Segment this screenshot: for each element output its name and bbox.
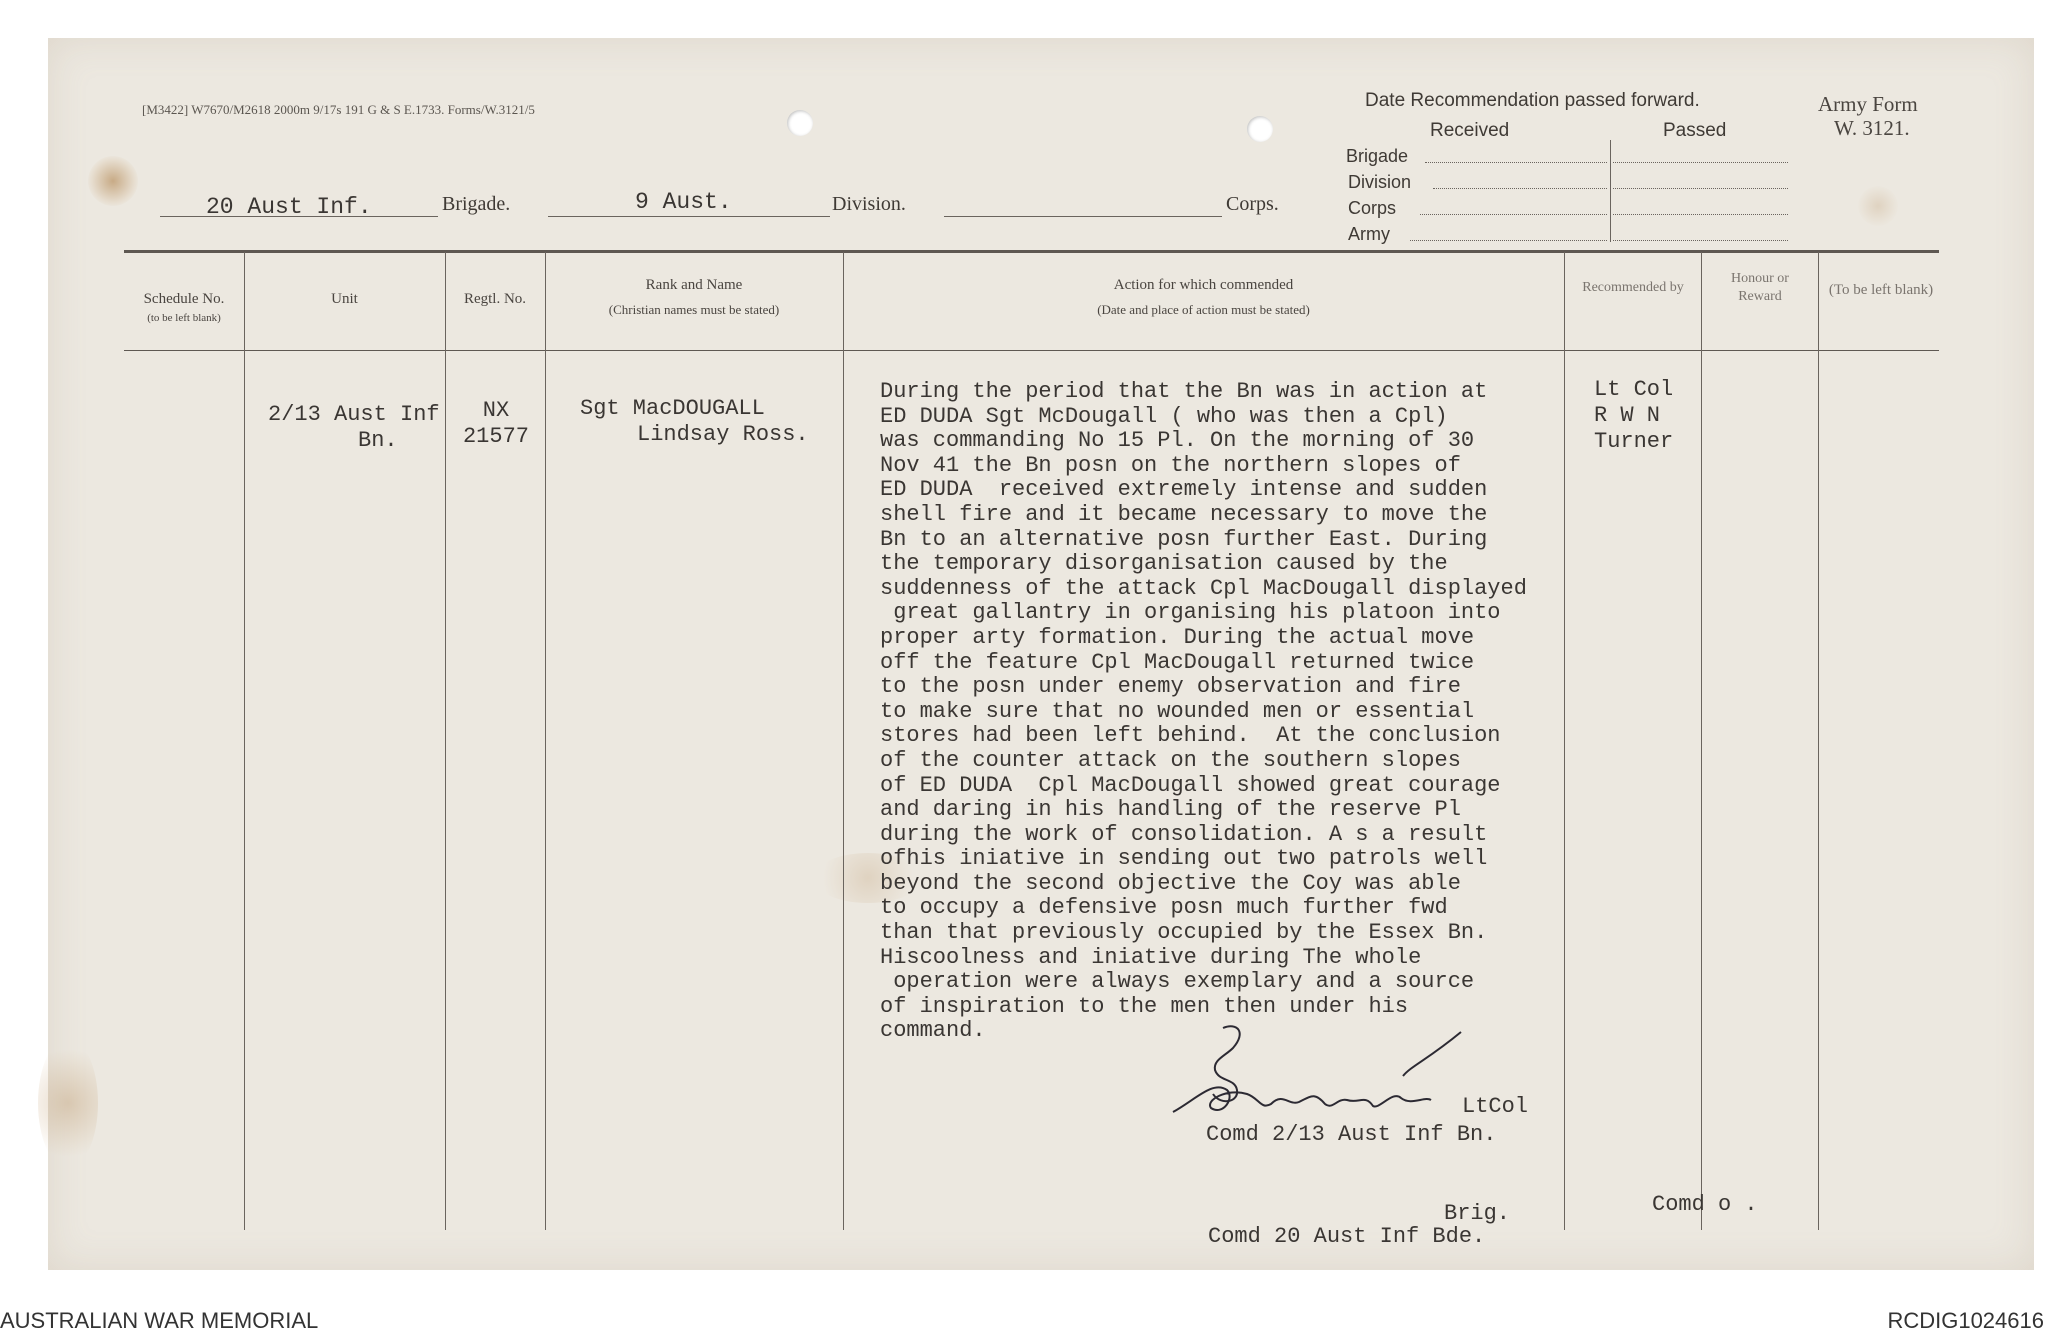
unit-line-2: Bn. bbox=[358, 428, 398, 453]
col-head-schedule-label: Schedule No. bbox=[143, 291, 225, 307]
action-line: was commanding No 15 Pl. On the morning of 30 bbox=[880, 428, 1475, 454]
signature-rank: LtCol bbox=[1462, 1094, 1529, 1119]
brig-title: Comd 20 Aust Inf Bde. bbox=[1208, 1224, 1486, 1249]
routing-brigade-passed-line bbox=[1613, 162, 1788, 163]
action-line: operation were always exemplary and a source bbox=[880, 969, 1475, 995]
age-stain bbox=[1858, 186, 1898, 226]
col-head-honour: Honour or Reward bbox=[1731, 271, 1789, 304]
recommended-by bbox=[1594, 377, 1673, 455]
column-rule bbox=[1701, 252, 1702, 1230]
regtl-number bbox=[462, 398, 530, 450]
col-head-rank-name bbox=[545, 277, 843, 318]
age-stain bbox=[38, 1038, 98, 1168]
column-rule bbox=[1564, 252, 1565, 1230]
col-head-action-label: Action for which commended bbox=[1113, 277, 1294, 293]
routing-corps-label: Corps bbox=[1348, 198, 1397, 218]
action-line: During the period that the Bn was in action at bbox=[880, 379, 1488, 404]
action-line: to occupy a defensive posn much further fwd bbox=[880, 895, 1448, 921]
action-line: beyond the second objective the Coy was able bbox=[880, 870, 1461, 896]
corps-label: Corps. bbox=[1226, 193, 1279, 215]
col-head-regtl: Regtl. No. bbox=[463, 291, 527, 307]
action-line: Bn to an alternative posn further East. During bbox=[880, 526, 1488, 552]
received-label: Received bbox=[1430, 120, 1510, 141]
routing-corps-received-line bbox=[1420, 214, 1607, 215]
routing-army-label: Army bbox=[1348, 224, 1390, 244]
action-line: of inspiration to the men then under his bbox=[880, 993, 1409, 1019]
action-line: proper arty formation. During the actual move bbox=[880, 624, 1475, 650]
recommended-line-1: Lt Col bbox=[1594, 377, 1674, 402]
col-head-rank-name-label: Rank and Name bbox=[645, 277, 743, 293]
action-description bbox=[880, 380, 1527, 1044]
routing-division-received-line bbox=[1433, 188, 1607, 189]
regtl-line-2: 21577 bbox=[462, 424, 529, 449]
action-line: command. bbox=[880, 1018, 986, 1044]
recommended-line-2: R W N bbox=[1594, 403, 1661, 428]
column-rule bbox=[1818, 252, 1819, 1230]
regtl-line-1: NX bbox=[482, 398, 510, 423]
rank-name bbox=[580, 396, 809, 448]
routing-division-label: Division bbox=[1348, 172, 1412, 192]
routing-brigade-label: Brigade bbox=[1346, 146, 1409, 166]
action-line: of ED DUDA Cpl MacDougall showed great courage bbox=[880, 772, 1501, 798]
routing-army-received-line bbox=[1410, 240, 1607, 241]
col-head-rank-name-sub: (Christian names must be stated) bbox=[608, 302, 780, 317]
col-head-action-sub: (Date and place of action must be stated) bbox=[1097, 302, 1310, 317]
action-line: and daring in his handling of the reserve Pl bbox=[880, 797, 1461, 823]
brigade-label: Brigade. bbox=[442, 193, 511, 215]
action-line: of the counter attack on the southern slopes bbox=[880, 747, 1461, 773]
col-head-recommended: Recommended by bbox=[1582, 280, 1684, 295]
table-header-rule bbox=[124, 350, 1939, 351]
rust-stain bbox=[88, 156, 138, 206]
action-line: the temporary disorganisation caused by the bbox=[880, 551, 1448, 577]
division-label: Division. bbox=[832, 193, 906, 215]
handwritten-signature bbox=[1165, 1020, 1475, 1125]
action-line: Nov 41 the Bn posn on the northern slopes of bbox=[880, 452, 1461, 478]
date-recommendation-title: Date Recommendation passed forward. bbox=[1365, 90, 1700, 111]
action-line: shell fire and it became necessary to move the bbox=[880, 501, 1488, 527]
routing-division-passed-line bbox=[1613, 188, 1788, 189]
col-head-schedule bbox=[124, 291, 244, 324]
recommended-line-3: Turner bbox=[1594, 429, 1674, 454]
corps-underline bbox=[944, 216, 1222, 217]
routing-corps-passed-line bbox=[1613, 214, 1788, 215]
action-line: great gallantry in organising his platoon into bbox=[880, 600, 1501, 626]
unit-value bbox=[268, 402, 440, 454]
division-value: 9 Aust. bbox=[635, 189, 732, 215]
action-line: suddenness of the attack Cpl MacDougall displayed bbox=[880, 575, 1527, 601]
division-underline bbox=[548, 216, 830, 217]
brigade-underline bbox=[160, 216, 438, 217]
action-line: during the work of consolidation. A s a result bbox=[880, 821, 1488, 847]
action-line: ED DUDA Sgt McDougall ( who was then a Cpl) bbox=[880, 403, 1448, 429]
name-line-1: Sgt MacDOUGALL bbox=[580, 396, 765, 421]
name-line-2: Lindsay Ross. bbox=[637, 422, 809, 447]
col-head-blank: (To be left blank) bbox=[1828, 282, 1934, 298]
col-head-schedule-sub: (to be left blank) bbox=[147, 312, 221, 324]
army-form-title: Army Form bbox=[1818, 92, 1918, 116]
footer-right: RCDIG1024616 bbox=[1887, 1308, 2044, 1333]
column-rule bbox=[244, 252, 245, 1230]
punch-hole bbox=[787, 110, 813, 136]
action-line: than that previously occupied by the Essex Bn. bbox=[880, 920, 1488, 946]
signature-title: Comd 2/13 Aust Inf Bn. bbox=[1206, 1122, 1497, 1147]
action-line: Hiscoolness and iniative during The whole bbox=[880, 944, 1422, 970]
comd-mark: Comd o . bbox=[1652, 1192, 1758, 1217]
punch-hole bbox=[1247, 116, 1273, 142]
action-line: ofhis iniative in sending out two patrols well bbox=[880, 846, 1488, 872]
unit-line-1: 2/13 Aust Inf bbox=[268, 402, 440, 427]
table-top-rule bbox=[124, 250, 1939, 253]
army-form-number: W. 3121. bbox=[1834, 116, 1910, 140]
passed-label: Passed bbox=[1663, 120, 1727, 141]
column-rule bbox=[843, 252, 844, 1230]
routing-brigade-received-line bbox=[1425, 162, 1607, 163]
col-head-unit: Unit bbox=[331, 291, 358, 307]
action-line: to make sure that no wounded men or essential bbox=[880, 698, 1475, 724]
column-rule bbox=[545, 252, 546, 1230]
column-rule bbox=[445, 252, 446, 1230]
action-line: stores had been left behind. At the conclusion bbox=[880, 723, 1501, 749]
footer-left: AUSTRALIAN WAR MEMORIAL bbox=[0, 1308, 319, 1333]
routing-divider bbox=[1610, 140, 1611, 242]
action-line: ED DUDA received extremely intense and sudden bbox=[880, 477, 1488, 503]
col-head-action bbox=[843, 277, 1564, 318]
routing-army-passed-line bbox=[1613, 240, 1788, 241]
brig-label: Brig. bbox=[1444, 1201, 1511, 1226]
action-line: to the posn under enemy observation and fire bbox=[880, 674, 1461, 700]
action-line: off the feature Cpl MacDougall returned twice bbox=[880, 649, 1475, 675]
print-code: [M3422] W7670/M2618 2000m 9/17s 191 G & S E.1733. Forms/W.3121/5 bbox=[142, 102, 535, 117]
brigade-value: 20 Aust Inf. bbox=[206, 194, 372, 220]
